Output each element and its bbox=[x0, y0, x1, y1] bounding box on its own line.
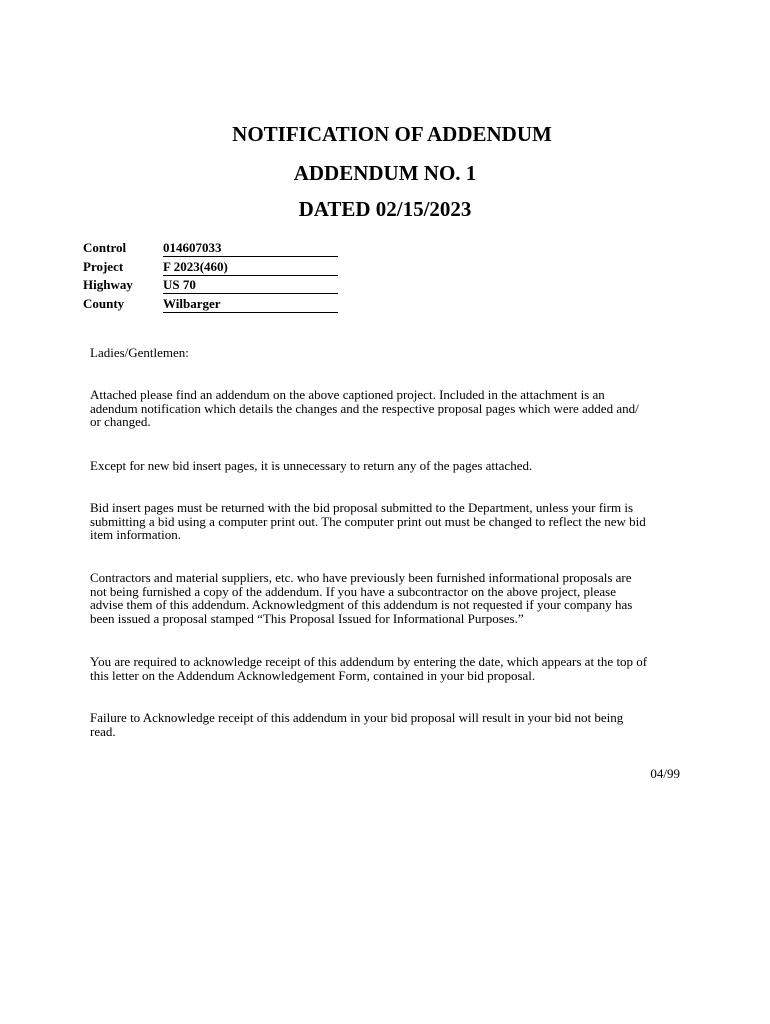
document-title: NOTIFICATION OF ADDENDUM bbox=[232, 122, 552, 146]
county-label: County bbox=[83, 296, 125, 311]
paragraph-bid-insert: Bid insert pages must be returned with the bid proposal submitted to the Department, unless your firm is submitting a bid using a computer print out. The computer print out must be changed to reflect the new bid item information. bbox=[90, 500, 646, 543]
addendum-number: ADDENDUM NO. 1 bbox=[293, 161, 477, 185]
greeting: Ladies/Gentlemen: bbox=[90, 345, 189, 360]
highway-value: US 70 bbox=[163, 276, 338, 294]
county-value: Wilbarger bbox=[163, 295, 338, 313]
highway-label: Highway bbox=[83, 277, 133, 292]
addendum-date: DATED 02/15/2023 bbox=[298, 197, 472, 221]
project-value: F 2023(460) bbox=[163, 258, 338, 276]
paragraph-failure: Failure to Acknowledge receipt of this addendum in your bid proposal will result in your bid not being read. bbox=[90, 710, 624, 739]
paragraph-return-pages: Except for new bid insert pages, it is unnecessary to return any of the pages attached. bbox=[90, 458, 533, 473]
form-code: 04/99 bbox=[650, 766, 680, 781]
project-label: Project bbox=[83, 259, 124, 274]
control-label: Control bbox=[83, 240, 127, 255]
paragraph-contractors: Contractors and material suppliers, etc. who have previously been furnished informational proposals are not being furnished a copy of the addendum. If you have a subcontractor on the above project, please advise them of this addendum. Acknowledgment of this addendum is not requested if your company has been issued a proposal stamped “This Proposal Issued for Informational Purposes.” bbox=[90, 570, 633, 626]
paragraph-acknowledge: You are required to acknowledge receipt of this addendum by entering the date, which appears at the top of this letter on the Addendum Acknowledgement Form, contained in your bid proposal. bbox=[90, 654, 648, 683]
paragraph-attachment: Attached please find an addendum on the above captioned project. Included in the attachment is an adendum notification which details the changes and the respective proposal pages which were added and/ or changed. bbox=[90, 387, 639, 430]
control-value: 014607033 bbox=[163, 239, 338, 257]
